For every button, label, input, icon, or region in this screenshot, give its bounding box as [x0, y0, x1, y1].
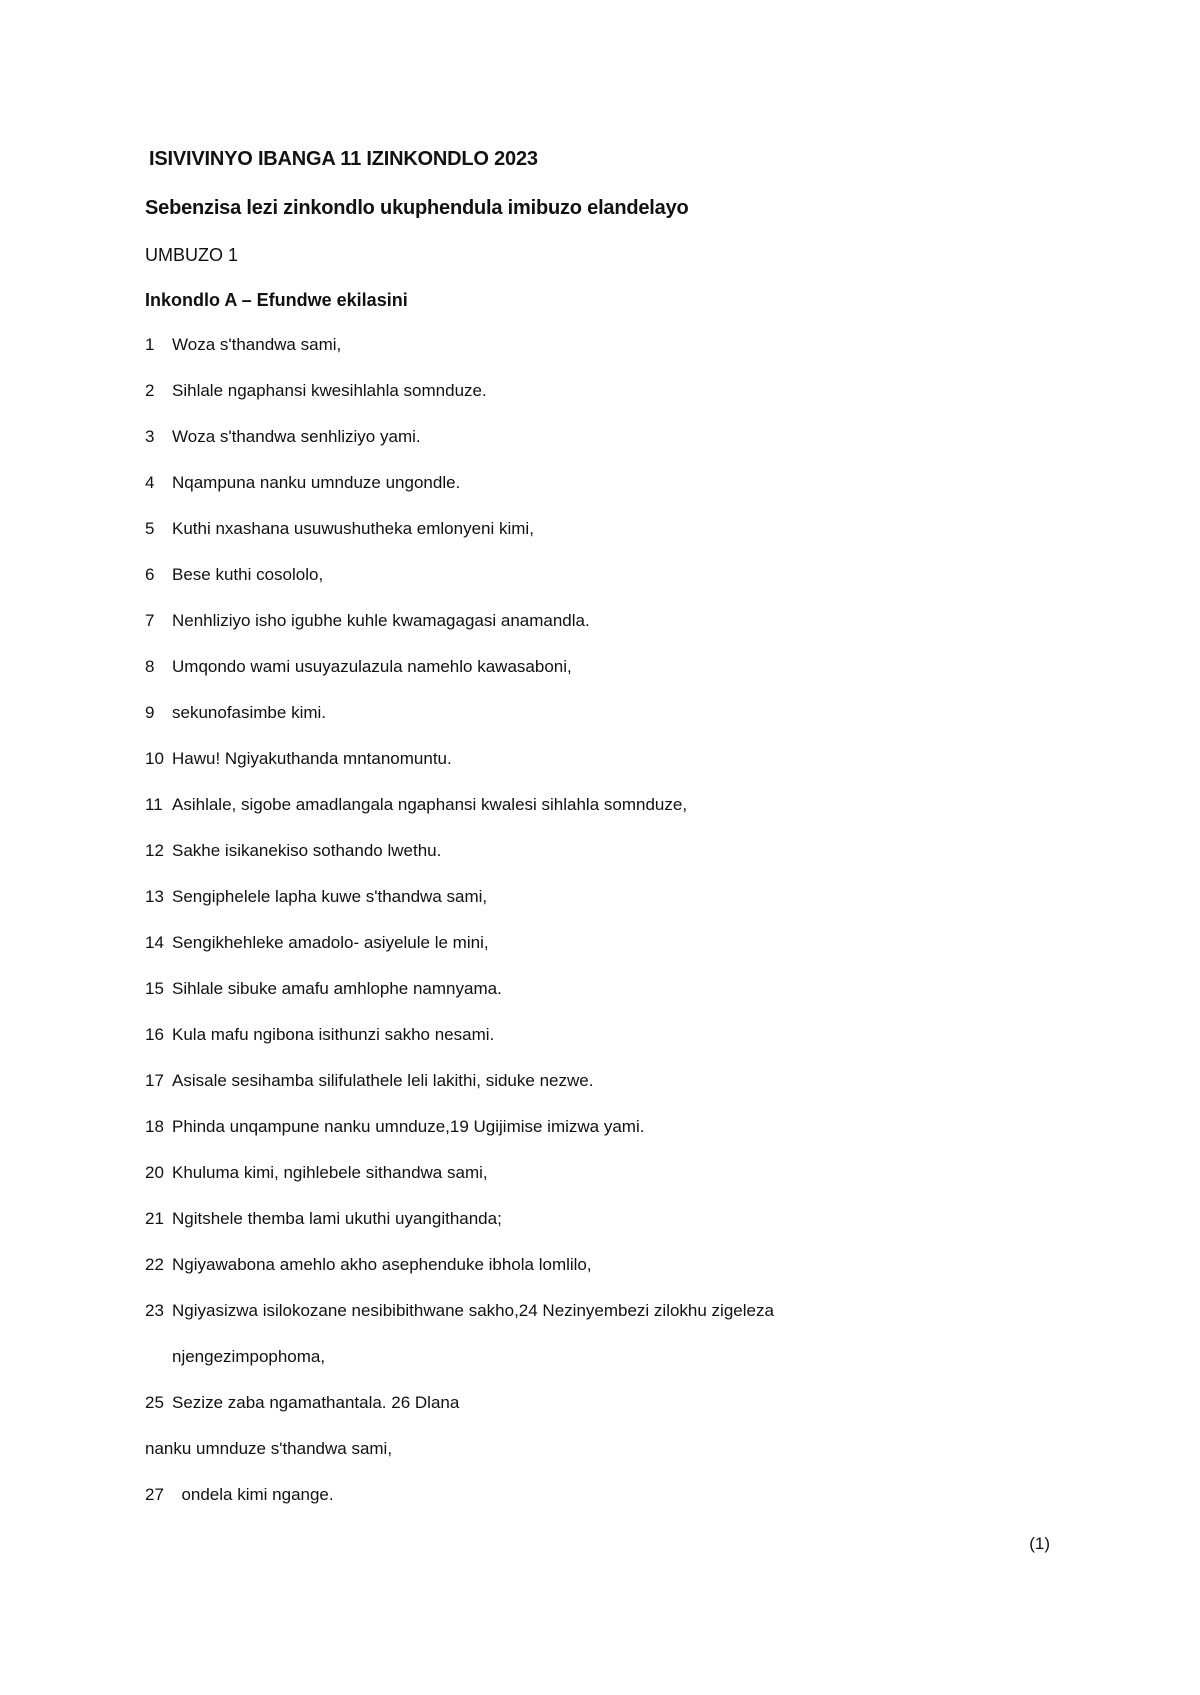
poem-line: [145, 1484, 1045, 1530]
poem-line: [145, 932, 1045, 978]
line-text: Ngitshele themba lami ukuthi uyangithanda;: [172, 1209, 502, 1228]
poem-line: [145, 1392, 1045, 1438]
poem-line: [145, 610, 1045, 656]
line-number: 4: [145, 473, 155, 492]
line-number: 20: [145, 1163, 164, 1182]
document-content: [145, 148, 1045, 1530]
line-text: Sakhe isikanekiso sothando lwethu.: [172, 841, 442, 860]
poem-line: [145, 472, 1045, 518]
line-number: 21: [145, 1209, 164, 1228]
line-text: Ngiyasizwa isilokozane nesibibithwane sakho,24 Nezinyembezi zilokhu zigeleza: [172, 1301, 774, 1320]
line-number: 17: [145, 1071, 164, 1090]
line-text: ondela kimi ngange.: [172, 1485, 334, 1504]
line-text: Umqondo wami usuyazulazula namehlo kawasaboni,: [172, 657, 572, 676]
line-number: 10: [145, 749, 164, 768]
poem-line: [145, 748, 1045, 794]
poem-lines: [145, 334, 1045, 1530]
line-number: 13: [145, 887, 164, 906]
line-text: Phinda unqampune nanku umnduze,19 Ugijimise imizwa yami.: [172, 1117, 645, 1136]
line-text: Sihlale sibuke amafu amhlophe namnyama.: [172, 979, 502, 998]
poem-line: [145, 518, 1045, 564]
poem-line: [145, 564, 1045, 610]
line-text: Asisale sesihamba silifulathele leli lakithi, siduke nezwe.: [172, 1071, 594, 1090]
line-number: 7: [145, 611, 155, 630]
poem-line: [145, 1024, 1045, 1070]
line-text: Sengikhehleke amadolo- asiyelule le mini,: [172, 933, 489, 952]
page-number: (1): [1029, 1534, 1050, 1553]
poem-line: [145, 380, 1045, 426]
poem-line: [145, 1254, 1045, 1300]
line-text: Bese kuthi cosololo,: [172, 565, 324, 584]
line-number: 11: [145, 795, 163, 814]
line-number: 2: [145, 381, 155, 400]
line-text: Woza s'thandwa senhliziyo yami.: [172, 427, 421, 446]
line-text: Nenhliziyo isho igubhe kuhle kwamagagasi anamandla.: [172, 611, 590, 630]
line-number: 18: [145, 1117, 164, 1136]
line-text: Kuthi nxashana usuwushutheka emlonyeni kimi,: [172, 519, 534, 538]
line-text: Nqampuna nanku umnduze ungondle.: [172, 473, 461, 492]
line-text: Asihlale, sigobe amadlangala ngaphansi kwalesi sihlahla somnduze,: [172, 795, 688, 814]
poem-line-continuation: [145, 1346, 1045, 1392]
instruction-text: Sebenzisa lezi zinkondlo ukuphendula imibuzo elandelayo: [145, 197, 689, 219]
document-title: ISIVIVINYO IBANGA 11 IZINKONDLO 2023: [149, 148, 538, 170]
line-number: 8: [145, 657, 155, 676]
line-number: 6: [145, 565, 155, 584]
line-number: 14: [145, 933, 164, 952]
line-number: 27: [145, 1485, 164, 1504]
poem-line: [145, 334, 1045, 380]
poem-line: [145, 1300, 1045, 1346]
line-text: Sengiphelele lapha kuwe s'thandwa sami,: [172, 887, 488, 906]
poem-line: [145, 1162, 1045, 1208]
poem-line: [145, 978, 1045, 1024]
poem-title: Inkondlo A – Efundwe ekilasini: [145, 290, 408, 310]
line-number: 16: [145, 1025, 164, 1044]
line-text: Ngiyawabona amehlo akho asephenduke ibhola lomlilo,: [172, 1255, 592, 1274]
line-number: 5: [145, 519, 155, 538]
line-number: 22: [145, 1255, 164, 1274]
poem-line: [145, 1070, 1045, 1116]
question-label: UMBUZO 1: [145, 245, 239, 265]
line-text: Khuluma kimi, ngihlebele sithandwa sami,: [172, 1163, 488, 1182]
line-text: Sezize zaba ngamathantala. 26 Dlana: [172, 1393, 460, 1412]
line-text: Woza s'thandwa sami,: [172, 335, 342, 354]
line-number: 1: [145, 335, 155, 354]
line-text: njengezimpophoma,: [172, 1347, 326, 1366]
poem-line: [145, 1116, 1045, 1162]
poem-line: [145, 886, 1045, 932]
line-number: 9: [145, 703, 155, 722]
poem-line: [145, 702, 1045, 748]
poem-line: [145, 1208, 1045, 1254]
poem-line: [145, 794, 1045, 840]
line-number: 12: [145, 841, 164, 860]
line-number: 15: [145, 979, 164, 998]
line-number: 25: [145, 1393, 164, 1412]
line-number: 3: [145, 427, 155, 446]
poem-line: [145, 656, 1045, 702]
line-text: Sihlale ngaphansi kwesihlahla somnduze.: [172, 381, 487, 400]
line-text: Kula mafu ngibona isithunzi sakho nesami.: [172, 1025, 495, 1044]
poem-line-continuation: [145, 1438, 1045, 1484]
line-text: sekunofasimbe kimi.: [172, 703, 327, 722]
line-text: nanku umnduze s'thandwa sami,: [145, 1439, 393, 1458]
poem-line: [145, 426, 1045, 472]
poem-line: [145, 840, 1045, 886]
line-text: Hawu! Ngiyakuthanda mntanomuntu.: [172, 749, 452, 768]
line-number: 23: [145, 1301, 164, 1320]
